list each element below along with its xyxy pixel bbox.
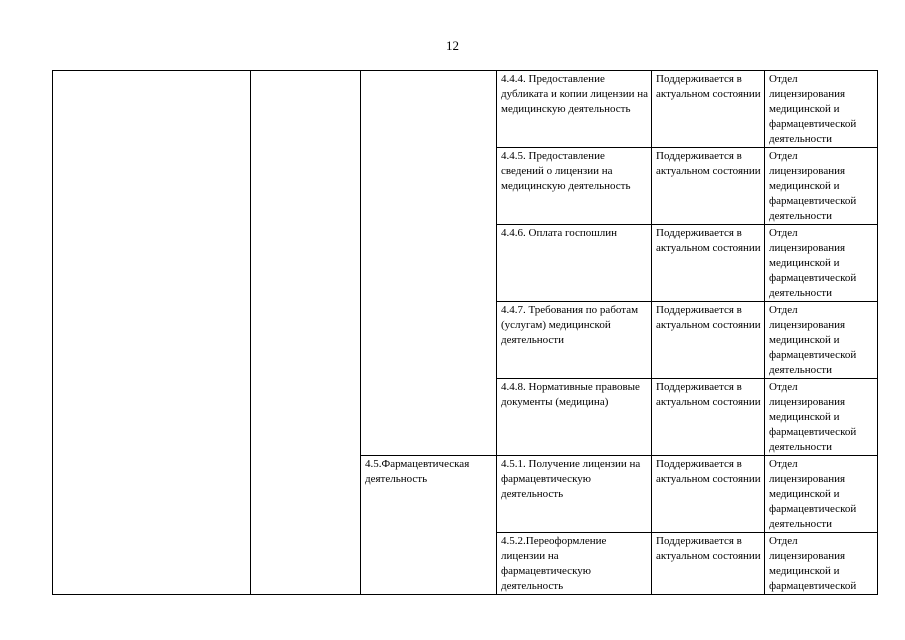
status-cell: Поддерживается в актуальном состоянии [652, 225, 765, 302]
subsection-cell: 4.4.5. Предоставление сведений о лицензии на медицинскую деятельность [497, 148, 652, 225]
page-number: 12 [446, 38, 459, 53]
department-cell: Отдел лицензирования медицинской и фармацевтической деятельности [765, 379, 878, 456]
department-cell: Отдел лицензирования медицинской и фармацевтической деятельности [765, 302, 878, 379]
empty-cell-col3 [361, 71, 497, 456]
status-cell: Поддерживается в актуальном состоянии [652, 302, 765, 379]
document-table-container [52, 70, 877, 592]
status-cell: Поддерживается в актуальном состоянии [652, 71, 765, 148]
services-table [52, 70, 878, 595]
status-cell: Поддерживается в актуальном состоянии [652, 533, 765, 595]
department-cell: Отдел лицензирования медицинской и фармацевтической деятельности [765, 71, 878, 148]
subsection-cell: 4.4.6. Оплата госпошлин [497, 225, 652, 302]
department-cell: Отдел лицензирования медицинской и фармацевтической деятельности [765, 456, 878, 533]
table-row [53, 71, 878, 148]
status-cell: Поддерживается в актуальном состоянии [652, 456, 765, 533]
subsection-cell: 4.5.1. Получение лицензии на фармацевтическую деятельность [497, 456, 652, 533]
subsection-cell: 4.4.8. Нормативные правовые документы (медицина) [497, 379, 652, 456]
subsection-cell: 4.5.2.Переоформление лицензии на фармацевтическую деятельность [497, 533, 652, 595]
subsection-cell: 4.4.7. Требования по работам (услугам) медицинской деятельности [497, 302, 652, 379]
empty-cell-col2 [251, 71, 361, 595]
department-cell: Отдел лицензирования медицинской и фармацевтической [765, 533, 878, 595]
subsection-cell: 4.4.4. Предоставление дубликата и копии лицензии на медицинскую деятельность [497, 71, 652, 148]
department-cell: Отдел лицензирования медицинской и фармацевтической деятельности [765, 148, 878, 225]
department-cell: Отдел лицензирования медицинской и фармацевтической деятельности [765, 225, 878, 302]
empty-cell-col1 [53, 71, 251, 595]
status-cell: Поддерживается в актуальном состоянии [652, 379, 765, 456]
status-cell: Поддерживается в актуальном состоянии [652, 148, 765, 225]
section-cell: 4.5.Фармацевтическая деятельность [361, 456, 497, 595]
